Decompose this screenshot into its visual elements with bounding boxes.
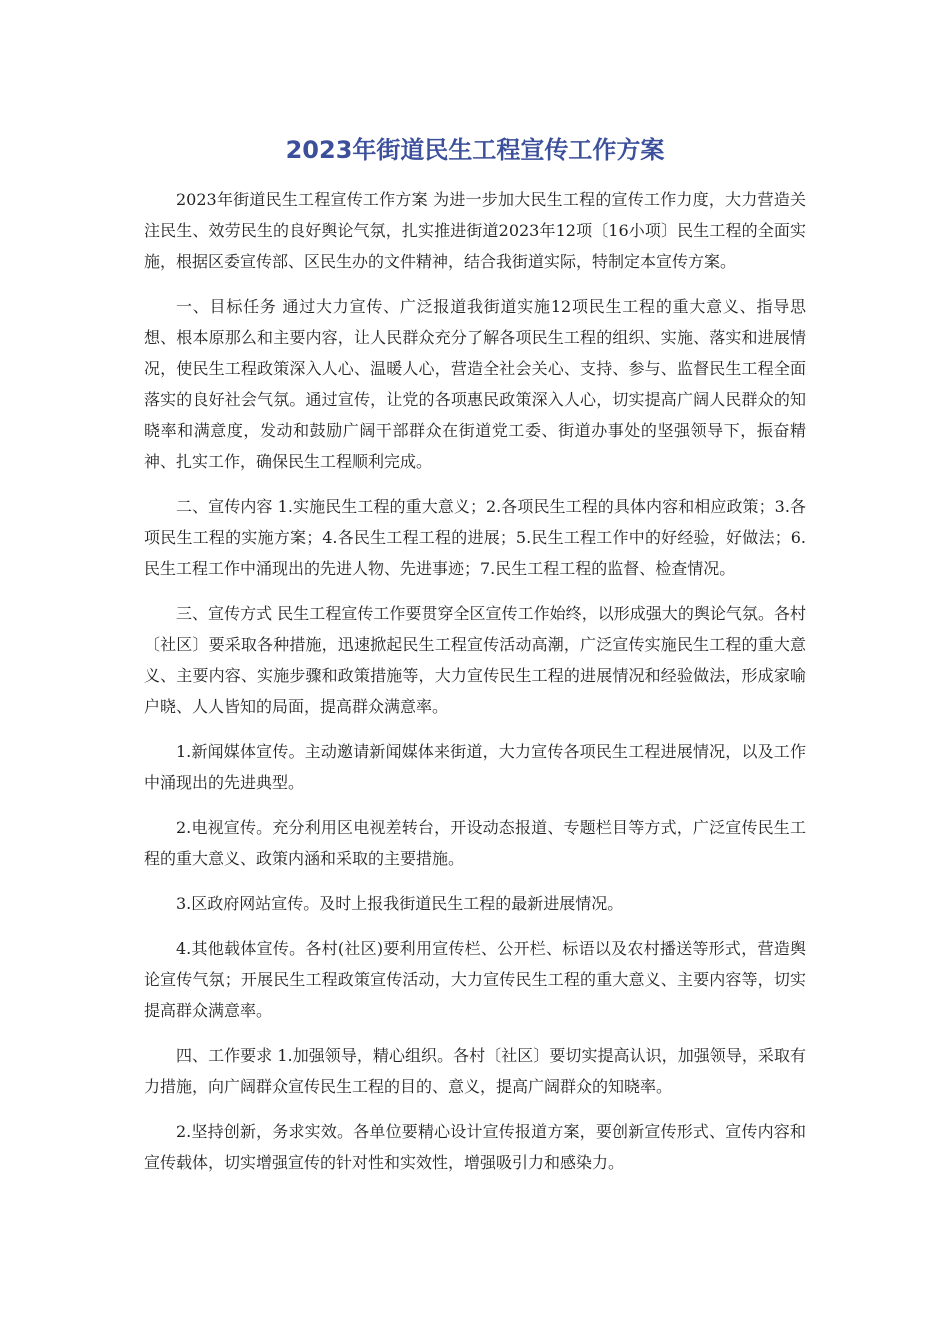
- paragraph-content: 二、宣传内容 1.实施民生工程的重大意义；2.各项民生工程的具体内容和相应政策；3.各项民生工程的实施方案；4.各民生工程工程的进展；5.民生工程工作中的好经验，好做法；6.民生工程工作中涌现出的先进人物、先进事迹；7.民生工程工程的监督、检查情况。: [144, 497, 806, 578]
- paragraph-website: 3.区政府网站宣传。及时上报我街道民生工程的最新进展情况。: [176, 894, 624, 913]
- paragraph-tv: 2.电视宣传。充分利用区电视差转台，开设动态报道、专题栏目等方式，广泛宣传民生工程的重大意义、政策内涵和采取的主要措施。: [144, 818, 806, 868]
- paragraph-other-media: 4.其他载体宣传。各村(社区)要利用宣传栏、公开栏、标语以及农村播送等形式，营造舆论宣传气氛；开展民生工程政策宣传活动，大力宣传民生工程的重大意义、主要内容等，切实提高群众满意率。: [144, 939, 806, 1020]
- paragraph-intro: 2023年街道民生工程宣传工作方案 为进一步加大民生工程的宣传工作力度，大力营造关注民生、效劳民生的良好舆论气氛，扎实推进街道2023年12项〔16小项〕民生工程的全面实施，根据区委宣传部、区民生办的文件精神，结合我街道实际，特制定本宣传方案。: [144, 190, 806, 271]
- paragraph-requirements: 四、工作要求 1.加强领导，精心组织。各村〔社区〕要切实提高认识，加强领导，采取有力措施，向广阔群众宣传民生工程的目的、意义，提高广阔群众的知晓率。: [144, 1046, 806, 1096]
- paragraph-innovation: 2.坚持创新，务求实效。各单位要精心设计宣传报道方案，要创新宣传形式、宣传内容和宣传载体，切实增强宣传的针对性和实效性，增强吸引力和感染力。: [144, 1122, 806, 1172]
- paragraph-news-media: 1.新闻媒体宣传。主动邀请新闻媒体来街道，大力宣传各项民生工程进展情况，以及工作中涌现出的先进典型。: [144, 742, 806, 792]
- document-title: 2023年街道民生工程宣传工作方案: [285, 136, 665, 164]
- paragraph-goals: 一、目标任务 通过大力宣传、广泛报道我街道实施12项民生工程的重大意义、指导思想、根本原那么和主要内容，让人民群众充分了解各项民生工程的组织、实施、落实和进展情况，使民生工程政策深入人心、温暖人心，营造全社会关心、支持、参与、监督民生工程全面落实的良好社会气氛。通过宣传，让党的各项惠民政策深入人心，切实提高广阔人民群众的知晓率和满意度，发动和鼓励广阔干部群众在街道党工委、街道办事处的坚强领导下，振奋精神、扎实工作，确保民生工程顺利完成。: [144, 297, 806, 471]
- paragraph-methods: 三、宣传方式 民生工程宣传工作要贯穿全区宣传工作始终，以形成强大的舆论气氛。各村〔社区〕要采取各种措施，迅速掀起民生工程宣传活动高潮，广泛宣传实施民生工程的重大意义、主要内容、实施步骤和政策措施等，大力宣传民生工程的进展情况和经验做法，形成家喻户晓、人人皆知的局面，提高群众满意率。: [144, 604, 806, 716]
